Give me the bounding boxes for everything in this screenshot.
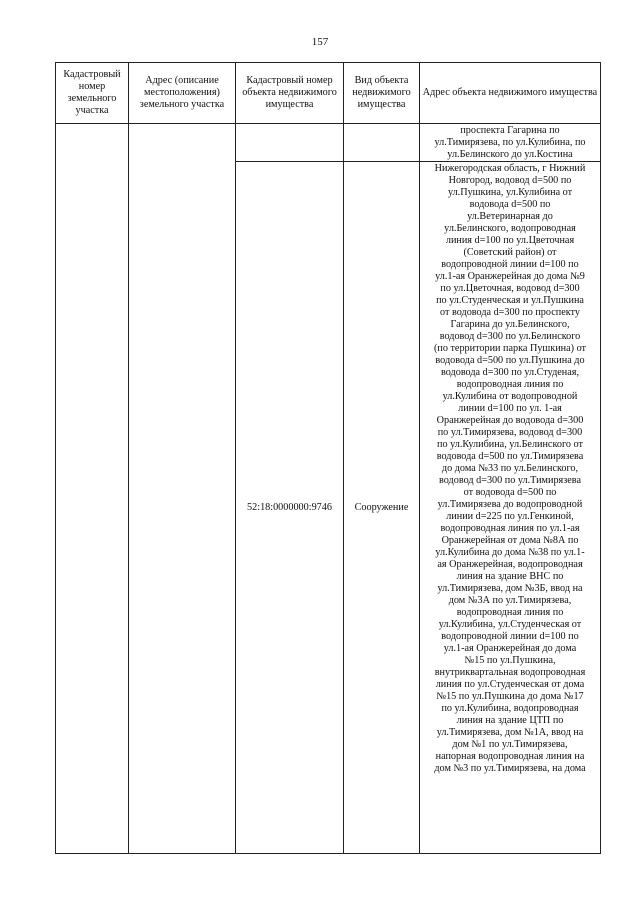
address-line: по ул.Тимирязева, водовод d=300 — [437, 427, 583, 438]
cell-land-address — [129, 124, 236, 854]
cell-object-cadastral-number — [236, 124, 344, 162]
address-line: по ул.Кулибина, водопроводная — [441, 703, 579, 714]
header-object-type: Вид объекта недвижимого имущества — [344, 63, 420, 124]
address-line: ул.1-ая Оранжерейная до дома — [443, 643, 577, 654]
address-line: Оранжерейная до водовода d=300 — [436, 415, 584, 426]
address-line: дом №1 по ул.Тимирязева, — [452, 739, 568, 750]
address-line: ул.Кулибина от водопроводной — [442, 391, 578, 402]
cell-object-type: Сооружение — [344, 162, 420, 854]
address-line: по ул.Кулибина, ул.Белинского от — [437, 439, 583, 450]
address-line: №15 по ул.Пушкина до дома №17 — [436, 691, 584, 702]
address-line: водопроводной линии d=100 по — [441, 631, 579, 642]
address-line: ул.1-ая Оранжерейная до дома №9 — [435, 271, 585, 282]
address-line: ул.Белинского, водопроводная — [444, 223, 576, 234]
cell-land-cadastral-number — [56, 124, 129, 854]
address-line: до дома №33 по ул.Белинского, — [441, 463, 579, 474]
address-line: водопроводная линия по ул.1-ая — [440, 523, 580, 534]
address-line: водовода d=500 по ул.Пушкина до — [435, 355, 585, 366]
address-line: Гагарина до ул.Белинского, — [450, 319, 570, 330]
cell-object-cadastral-number: 52:18:0000000:9746 — [236, 162, 344, 854]
address-line: водопроводной линии d=100 по — [441, 259, 579, 270]
address-line: линии d=100 по ул. 1-ая — [458, 403, 562, 414]
address-line: ул.Тимирязева, по ул.Кулибина, по — [434, 137, 586, 148]
address-line: напорная водопроводная линия на — [435, 751, 585, 762]
address-line: водовода d=500 по ул.Тимирязева — [436, 451, 584, 462]
address-line: ул.Пушкина, ул.Кулибина от — [447, 187, 573, 198]
address-line: (по территории парка Пушкина) от — [433, 343, 586, 354]
address-line: линия по ул.Студенческая от дома — [435, 679, 585, 690]
header-object-address: Адрес объекта недвижимого имущества — [420, 63, 601, 124]
address-line: ул.Тимирязева, дом №1А, ввод на — [436, 727, 584, 738]
property-table — [55, 62, 601, 854]
address-line: ул.Тимирязева, дом №3Б, ввод на — [437, 583, 583, 594]
address-line: Нижегородская область, г Нижний — [434, 163, 586, 174]
address-line: дом №3А по ул.Тимирязева, — [448, 595, 572, 606]
header-land-address: Адрес (описание местоположения) земельного участка — [129, 63, 236, 124]
address-line: водовода d=300 по ул.Студеная, — [441, 367, 579, 378]
address-line: ул.Ветеринарная до — [467, 211, 553, 222]
address-line: дом №3 по ул.Тимирязева, на дома — [434, 763, 586, 774]
address-line: ул.Белинского до ул.Костина — [447, 149, 573, 160]
address-line: линия на здание ЦТП по — [456, 715, 564, 726]
address-line: водовода d=500 по — [469, 199, 551, 210]
address-line: линия на здание ВНС по — [456, 571, 564, 582]
address-line: водопроводная линия по — [456, 607, 564, 618]
cell-object-type — [344, 124, 420, 162]
cell-object-address — [420, 124, 601, 162]
header-object-cadastral-number: Кадастровый номер объекта недвижимого имущества — [236, 63, 344, 124]
address-line: от водовода d=500 по — [463, 487, 557, 498]
address-line: ая Оранжерейная, водопроводная — [437, 559, 583, 570]
header-land-cadastral-number: Кадастровый номер земельного участка — [56, 63, 129, 124]
address-line: водопроводная линия по — [456, 379, 564, 390]
cell-object-address — [420, 162, 601, 854]
address-line: от водовода d=300 по проспекту — [440, 307, 580, 318]
address-line: ул.Кулибина до дома №38 по ул.1- — [435, 547, 585, 558]
address-line: ул.Тимирязева до водопроводной — [437, 499, 583, 510]
address-line: ул.Кулибина, ул.Студенческая от — [438, 619, 582, 630]
address-line: по ул.Цветочная, водовод d=300 — [440, 283, 580, 294]
address-line: №15 по ул.Пушкина, — [464, 655, 556, 666]
address-line: проспекта Гагарина по — [460, 125, 560, 136]
table-header-row — [56, 63, 601, 124]
table-row — [56, 124, 601, 162]
address-line: (Советский район) от — [463, 247, 557, 258]
address-line: водовод d=300 по ул.Белинского — [439, 331, 581, 342]
address-line: Новгород, водовод d=500 по — [448, 175, 572, 186]
page-number: 157 — [311, 36, 329, 48]
address-line: внутриквартальная водопроводная — [434, 667, 586, 678]
address-line: Оранжерейная от дома №8А по — [441, 535, 579, 546]
address-line: по ул.Студенческая и ул.Пушкина — [436, 295, 584, 306]
address-line: линии d=225 по ул.Генкиной, — [446, 511, 574, 522]
address-line: линия d=100 по ул.Цветочная — [445, 235, 575, 246]
address-line: водовод d=300 по ул.Тимирязева — [439, 475, 581, 486]
